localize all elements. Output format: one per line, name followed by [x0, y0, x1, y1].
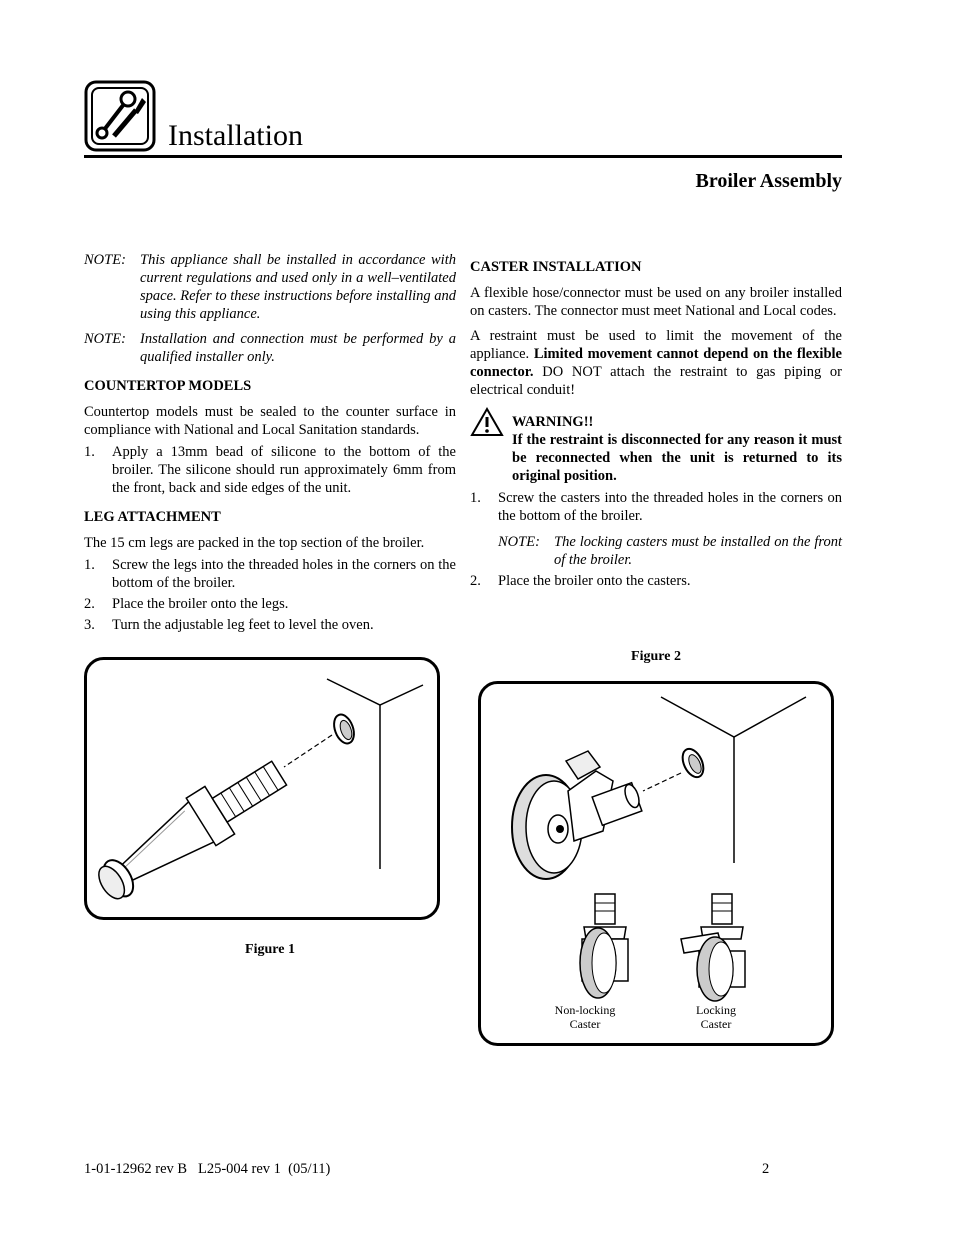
header-rule	[84, 155, 842, 158]
note-2	[84, 330, 456, 366]
list-number: 1.	[84, 557, 95, 573]
leg-heading: LEG ATTACHMENT	[84, 509, 221, 525]
note-text: This appliance shall be installed in accordance with current regulations and used only in a well–ventilated space. Refer to these instructions before installing and using this appliance.	[140, 252, 457, 322]
countertop-heading: COUNTERTOP MODELS	[84, 378, 252, 394]
figure-2-caption: Figure 2	[631, 649, 681, 664]
list-item	[470, 572, 842, 590]
list-number: 1.	[470, 490, 481, 506]
list-text: Place the broiler onto the legs.	[112, 596, 289, 612]
leg-text: The 15 cm legs are packed in the top section of the broiler.	[84, 535, 425, 551]
footer-doc-id: 1-01-12962 rev B L25-004 rev 1 (05/11)	[84, 1161, 331, 1177]
caster-label-line: Locking	[696, 1003, 736, 1017]
list-text: Place the broiler onto the casters.	[498, 573, 691, 589]
warning-triangle-icon	[470, 407, 504, 437]
right-column	[470, 259, 842, 590]
caster-text-2b: Limited movement cannot depend on the flexible connector.	[470, 346, 842, 380]
note-label: NOTE:	[84, 331, 126, 347]
caster-text-2a: A restraint must be used to limit the movement of the appliance.	[470, 328, 842, 362]
warning-block	[470, 413, 842, 485]
list-item	[84, 443, 456, 497]
list-item	[84, 595, 456, 613]
locking-caster	[681, 894, 745, 1001]
caster-text-1: A flexible hose/connector must be used on any broiler installed on casters. The connector must meet National and Local codes.	[470, 285, 842, 319]
section-subtitle: Broiler Assembly	[695, 170, 842, 192]
caster-text-2c: DO NOT attach the restraint to gas piping or electrical conduit!	[470, 364, 843, 398]
wrench-screwdriver-icon	[84, 80, 156, 152]
caster-note	[470, 533, 842, 569]
caster-text-2	[470, 327, 842, 399]
list-item	[84, 616, 456, 634]
header-icon	[84, 80, 156, 152]
note-label: NOTE:	[84, 252, 126, 268]
list-number: 1.	[84, 444, 95, 460]
figure-2	[478, 681, 834, 1046]
list-text: Turn the adjustable leg feet to level the oven.	[112, 617, 374, 633]
note-label: NOTE:	[498, 534, 540, 550]
list-text: Apply a 13mm bead of silicone to the bottom of the broiler. The silicone should run approximately 6mm from the front, back and side edges of the unit.	[112, 444, 456, 496]
locking-label	[666, 1003, 766, 1031]
figure-1-caption: Figure 1	[245, 942, 295, 957]
list-number: 2.	[84, 596, 95, 612]
non-locking-label	[535, 1003, 635, 1031]
list-text: Screw the legs into the threaded holes in the corners on the bottom of the broiler.	[112, 557, 456, 591]
note-1	[84, 251, 456, 323]
list-number: 3.	[84, 617, 95, 633]
warning-text: If the restraint is disconnected for any reason it must be reconnected when the unit is returned to its original position.	[512, 432, 842, 484]
page-number: 2	[762, 1161, 770, 1177]
caster-label-line: Caster	[700, 1017, 732, 1031]
note-text: Installation and connection must be performed by a qualified installer only.	[140, 331, 456, 365]
page-title: Installation	[168, 119, 303, 152]
non-locking-caster	[580, 894, 628, 998]
note-text: The locking casters must be installed on the front of the broiler.	[554, 534, 842, 568]
caster-heading: CASTER INSTALLATION	[470, 259, 642, 275]
caster-label-line: Caster	[569, 1017, 601, 1031]
figure-1	[84, 657, 440, 920]
list-number: 2.	[470, 573, 481, 589]
warning-title: WARNING!!	[512, 414, 594, 430]
list-text: Screw the casters into the threaded holes in the corners on the bottom of the broiler.	[498, 490, 842, 524]
list-item	[470, 489, 842, 525]
countertop-text: Countertop models must be sealed to the counter surface in compliance with National and Local Sanitation standards.	[84, 404, 456, 438]
left-column	[84, 251, 456, 634]
caster-label-line: Non-locking	[554, 1003, 616, 1017]
list-item	[84, 556, 456, 592]
